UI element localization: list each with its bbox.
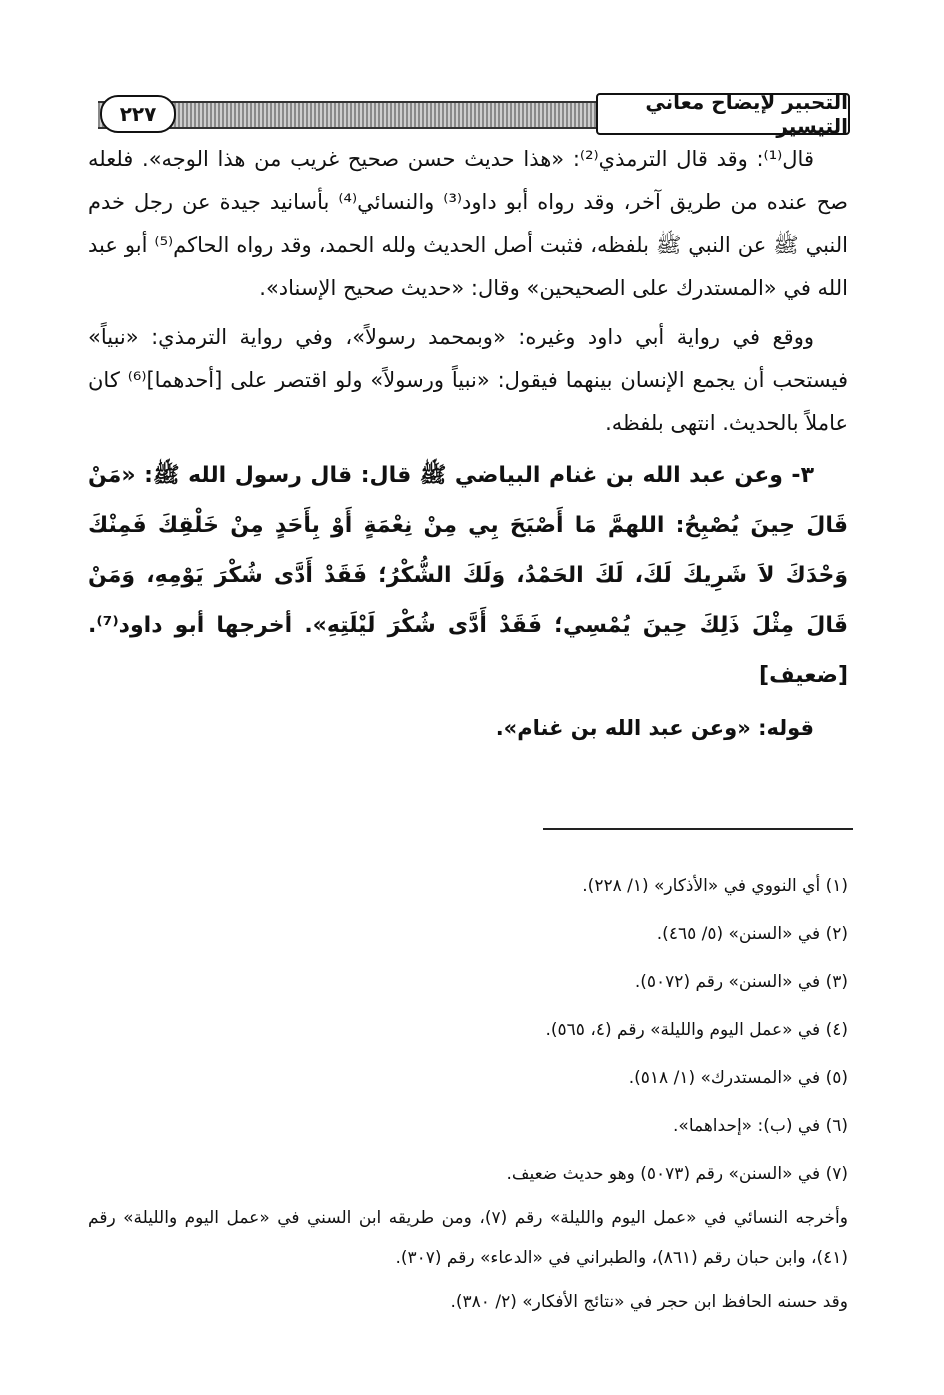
footnote-7-final: وقد حسنه الحافظ ابن حجر في «نتائج الأفكار» (٢/ ٣٨٠). xyxy=(450,1292,848,1312)
footnote-5: (٥) في «المستدرك» (١/ ٥١٨). xyxy=(628,1068,848,1088)
footnote-7: (٧) في «السنن» رقم (٥٠٧٣) وهو حديث ضعيف. xyxy=(506,1164,848,1184)
footnote-3: (٣) في «السنن» رقم (٥٠٧٢). xyxy=(634,972,848,992)
footnote-6: (٦) في (ب): «إحداهما». xyxy=(673,1116,848,1136)
footnote-separator xyxy=(543,828,853,830)
paragraph-2: ووقع في رواية أبي داود وغيره: «وبمحمد رسولاً»، وفي رواية الترمذي: «نبياً» فيستحب أن يجمع الإنسان بينهما فيقول: «نبياً ورسولاً» ولو اقتصر على [أحدهما]⁽⁶⁾ كان عاملاً بالحديث. انتهى بلفظه. xyxy=(88,325,848,435)
footnote-4: (٤) في «عمل اليوم والليلة» رقم (٤، ٥٦٥). xyxy=(545,1020,848,1040)
main-text xyxy=(88,138,848,756)
running-header xyxy=(98,90,850,138)
hadith-paragraph: ٣- وعن عبد الله بن غنام البياضي ﷺ قال: قال رسول الله ﷺ: «مَنْ قَالَ حِينَ يُصْبِحُ: اللهمَّ مَا أَصْبَحَ بِي مِنْ نِعْمَةٍ أَوْ بِأَحَدٍ مِنْ خَلْقِكَ فَمِنْكَ وَحْدَكَ لاَ شَرِيكَ لَكَ، لَكَ الحَمْدُ، وَلَكَ الشُّكْرُ؛ فَقَدْ أَدَّى شُكْرَ يَوْمِهِ، وَمَنْ قَالَ مِثْلَ ذَلِكَ حِينَ يُمْسِي؛ فَقَدْ أَدَّى شُكْرَ لَيْلَتِهِ». أخرجها أبو داود⁽⁷⁾. [ضعيف] xyxy=(88,463,848,688)
paragraph-1: قال⁽¹⁾: وقد قال الترمذي⁽²⁾: «هذا حديث حسن صحيح غريب من هذا الوجه». فلعله صح عنده من طريق آخر، وقد رواه أبو داود⁽³⁾ والنسائي⁽⁴⁾ بأسانيد جيدة عن رجل خدم النبي ﷺ عن النبي ﷺ بلفظه، فثبت أصل الحديث ولله الحمد، وقد رواه الحاكم⁽⁵⁾ أبو عبد الله في «المستدرك على الصحيحين» وقال: «حديث صحيح الإسناد». xyxy=(88,147,848,300)
book-title: التحبير لإيضاح معاني التيسير xyxy=(596,93,850,135)
footnote-7-continuation: وأخرجه النسائي في «عمل اليوم والليلة» رقم (٧)، ومن طريقه ابن السني في «عمل اليوم والليلة» رقم (٤١)، وابن حبان رقم (٨٦١)، والطبراني في «الدعاء» رقم (٣٠٧). xyxy=(88,1208,848,1268)
page-number: ٢٢٧ xyxy=(100,95,176,133)
footnote-1: (١) أي النووي في «الأذكار» (١/ ٢٢٨). xyxy=(582,876,848,896)
footnote-2: (٢) في «السنن» (٥/ ٤٦٥). xyxy=(656,924,848,944)
footnotes xyxy=(88,862,848,1326)
paragraph-4: قوله: «وعن عبد الله بن غنام». xyxy=(495,716,814,740)
